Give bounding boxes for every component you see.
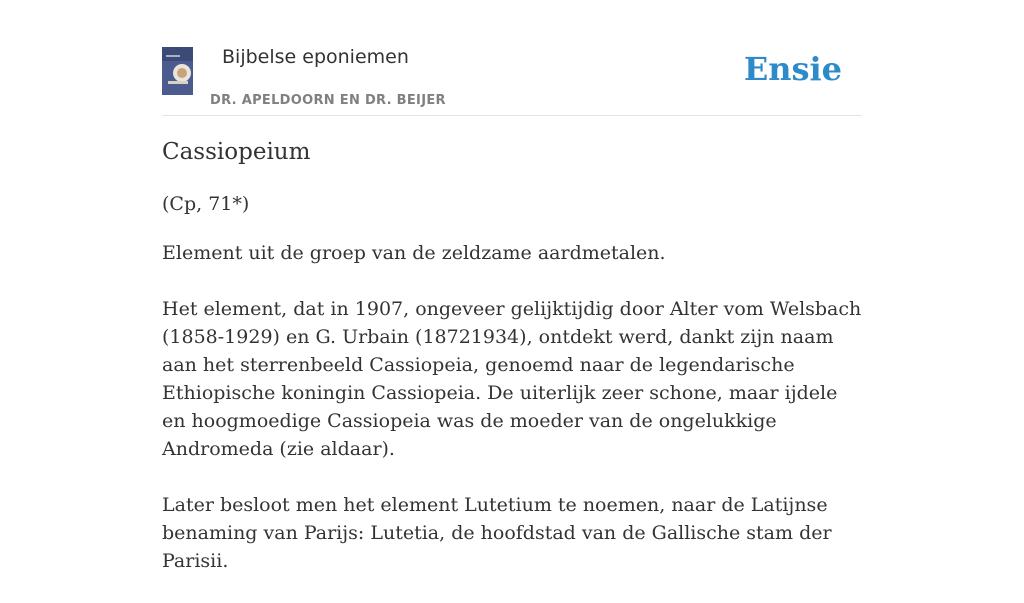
page-container xyxy=(162,0,862,572)
article-paragraph: Het element, dat in 1907, ongeveer gelijktijdig door Alter vom Welsbach (1858-1929) en G. Urbain (18721934), ontdekt werd, dankt zijn naam aan het sterrenbeeld Cassiopeia, genoemd naar de legendarische Ethiopische koningin Cassiopeia. De uiterlijk zeer schone, maar ijdele en hoogmoedige Cassiopeia was de moeder van de ongelukkige Andromeda (zie aldaar). xyxy=(162,298,862,460)
book-title[interactable]: Bijbelse eponiemen xyxy=(222,46,409,68)
book-cover-icon[interactable] xyxy=(162,47,193,95)
header xyxy=(162,0,862,116)
article-paragraph: Later besloot men het element Lutetium te noemen, naar de Latijnse benaming van Parijs: Lutetia, de hoofdstad van de Gallische stam der Parisii. xyxy=(162,494,832,572)
article-subtitle: (Cp, 71*) xyxy=(162,193,250,215)
article-paragraph: Element uit de groep van de zeldzame aardmetalen. xyxy=(162,242,666,264)
ensie-logo[interactable]: Ensie xyxy=(743,50,842,88)
article-title: Cassiopeium xyxy=(162,139,311,165)
article-body xyxy=(162,239,862,603)
book-authors: DR. APELDOORN EN DR. BEIJER xyxy=(210,93,446,108)
